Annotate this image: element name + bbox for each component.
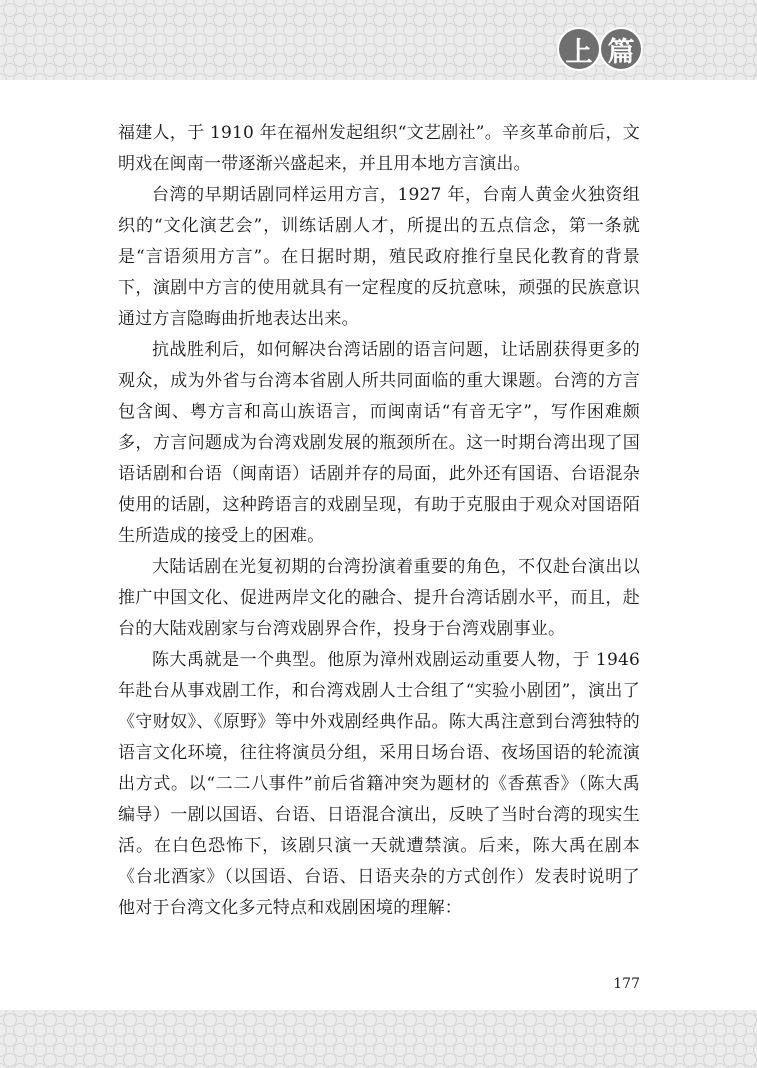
header-pattern-band — [0, 0, 757, 80]
paragraph: 大陆话剧在光复初期的台湾扮演着重要的角色，不仅赴台演出以推广中国文化、促进两岸文化的融合、提升台湾话剧水平，而且，赴台的大陆戏剧家与台湾戏剧界合作，投身于台湾戏剧事业。 — [118, 557, 640, 639]
body-text — [118, 118, 640, 924]
page-number: 177 — [613, 976, 640, 992]
section-badge-char: 篇 — [601, 29, 641, 69]
paragraph: 福建人，于 1910 年在福州发起组织“文艺剧社”。辛亥革命前后，文明戏在闽南一带逐渐兴盛起来，并且用本地方言演出。 — [118, 123, 640, 174]
paragraph: 抗战胜利后，如何解决台湾话剧的语言问题，让话剧获得更多的观众，成为外省与台湾本省剧人所共同面临的重大课题。台湾的方言包含闽、粤方言和高山族语言，而闽南话“有音无字”，写作困难颇多，方言问题成为台湾戏剧发展的瓶颈所在。这一时期台湾出现了国语话剧和台语（闽南语）话剧并存的局面，此外还有国语、台语混杂使用的话剧，这种跨语言的戏剧呈现，有助于克服由于观众对国语陌生所造成的接受上的困难。 — [118, 340, 640, 546]
paragraph: 陈大禹就是一个典型。他原为漳州戏剧运动重要人物，于 1946 年赴台从事戏剧工作，和台湾戏剧人士合组了“实验小剧团”，演出了《守财奴》、《原野》等中外戏剧经典作品。陈大禹注意到台湾独特的语言文化环境，往往将演员分组，采用日场台语、夜场国语的轮流演出方式。以“二二八事件”前后省籍冲突为题材的《香蕉香》（陈大禹编导）一剧以国语、台语、日语混合演出，反映了当时台湾的现实生活。在白色恐怖下，该剧只演一天就遭禁演。后来，陈大禹在剧本《台北酒家》（以国语、台语、日语夹杂的方式创作）发表时说明了他对于台湾文化多元特点和戏剧困境的理解： — [118, 650, 640, 918]
section-badge-char: 上 — [559, 29, 599, 69]
footer-pattern-band — [0, 1010, 757, 1068]
paragraph: 台湾的早期话剧同样运用方言，1927 年，台南人黄金火独资组织的“文化演艺会”，训练话剧人才，所提出的五点信念，第一条就是“言语须用方言”。在日据时期，殖民政府推行皇民化教育的背景下，演剧中方言的使用就具有一定程度的反抗意味，顽强的民族意识通过方言隐晦曲折地表达出来。 — [118, 185, 640, 329]
section-badge — [559, 29, 641, 69]
